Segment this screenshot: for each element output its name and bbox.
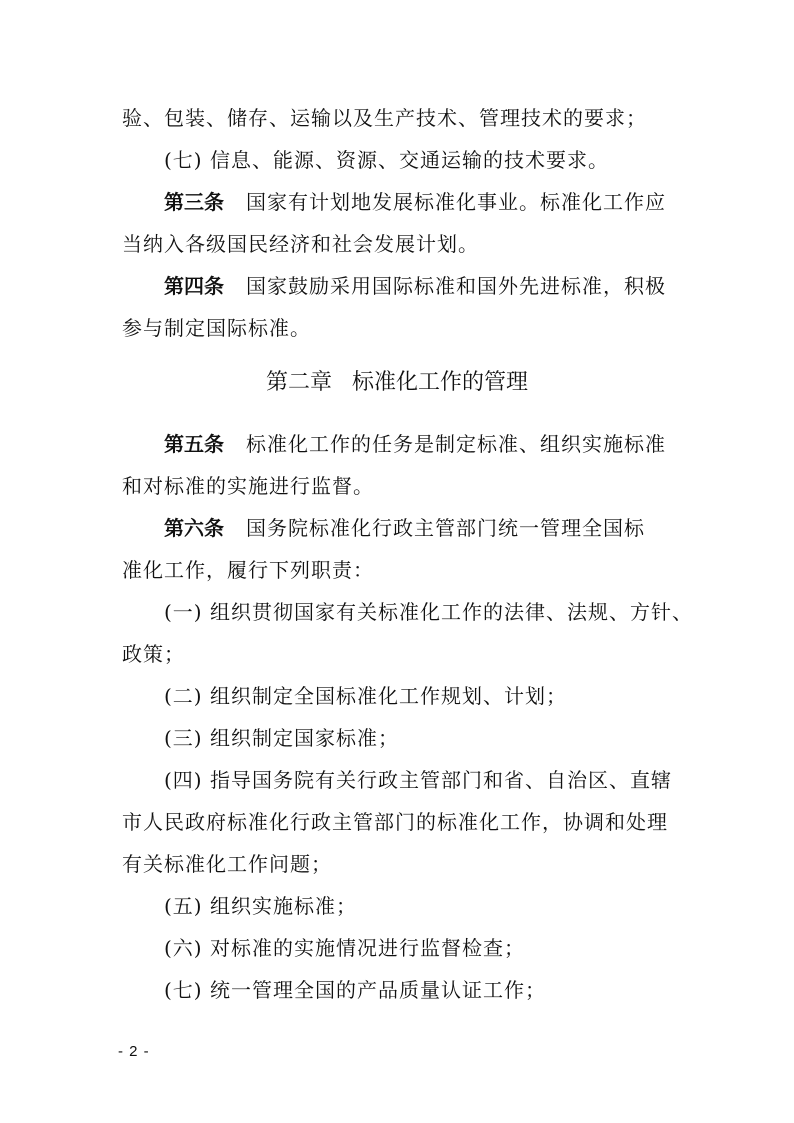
article-3-title: 第三条 — [164, 190, 224, 214]
page-number: - 2 - — [118, 1043, 150, 1060]
article-6-title: 第六条 — [164, 516, 224, 540]
list-item-7: (七) 统一管理全国的产品质量认证工作； — [164, 978, 546, 1002]
article-6-text: 国务院标准化行政主管部门统一管理全国标 — [246, 516, 645, 540]
list-item-6: (六) 对标准的实施情况进行监督检查； — [164, 936, 525, 960]
text-line: 市人民政府标准化行政主管部门的标准化工作，协调和处理 — [122, 810, 668, 834]
article-5-title: 第五条 — [164, 432, 224, 456]
list-item-4: (四) 指导国务院有关行政主管部门和省、自治区、直辖 — [164, 768, 672, 792]
text-line: 参与制定国际标准。 — [122, 316, 311, 340]
text-line: 准化工作，履行下列职责： — [122, 558, 374, 582]
article-5-text: 标准化工作的任务是制定标准、组织实施标准 — [246, 432, 666, 456]
list-item-3: (三) 组织制定国家标准； — [164, 726, 399, 750]
article-6-first-line — [164, 514, 716, 542]
article-4-title: 第四条 — [164, 274, 224, 298]
list-item-5: (五) 组织实施标准； — [164, 894, 357, 918]
text-line: 有关标准化工作问题； — [122, 852, 332, 876]
list-item-2: (二) 组织制定全国标准化工作规划、计划； — [164, 684, 567, 708]
article-4-text: 国家鼓励采用国际标准和国外先进标准，积极 — [246, 274, 666, 298]
text-line: 政策； — [122, 642, 185, 666]
chapter-number: 第二章 — [265, 370, 332, 395]
article-4-first-line — [164, 272, 716, 300]
chapter-title: 标准化工作的管理 — [352, 370, 529, 395]
list-item-1: (一) 组织贯彻国家有关标准化工作的法律、法规、方针、 — [164, 600, 693, 624]
chapter-heading — [0, 368, 794, 398]
article-3-text: 国家有计划地发展标准化事业。标准化工作应 — [246, 190, 666, 214]
text-line: 验、包装、储存、运输以及生产技术、管理技术的要求； — [122, 106, 647, 130]
text-line: (七) 信息、能源、资源、交通运输的技术要求。 — [164, 148, 609, 172]
text-line: 当纳入各级国民经济和社会发展计划。 — [122, 232, 479, 256]
article-5-first-line — [164, 430, 716, 458]
article-3-first-line — [164, 188, 716, 216]
text-line: 和对标准的实施进行监督。 — [122, 474, 374, 498]
